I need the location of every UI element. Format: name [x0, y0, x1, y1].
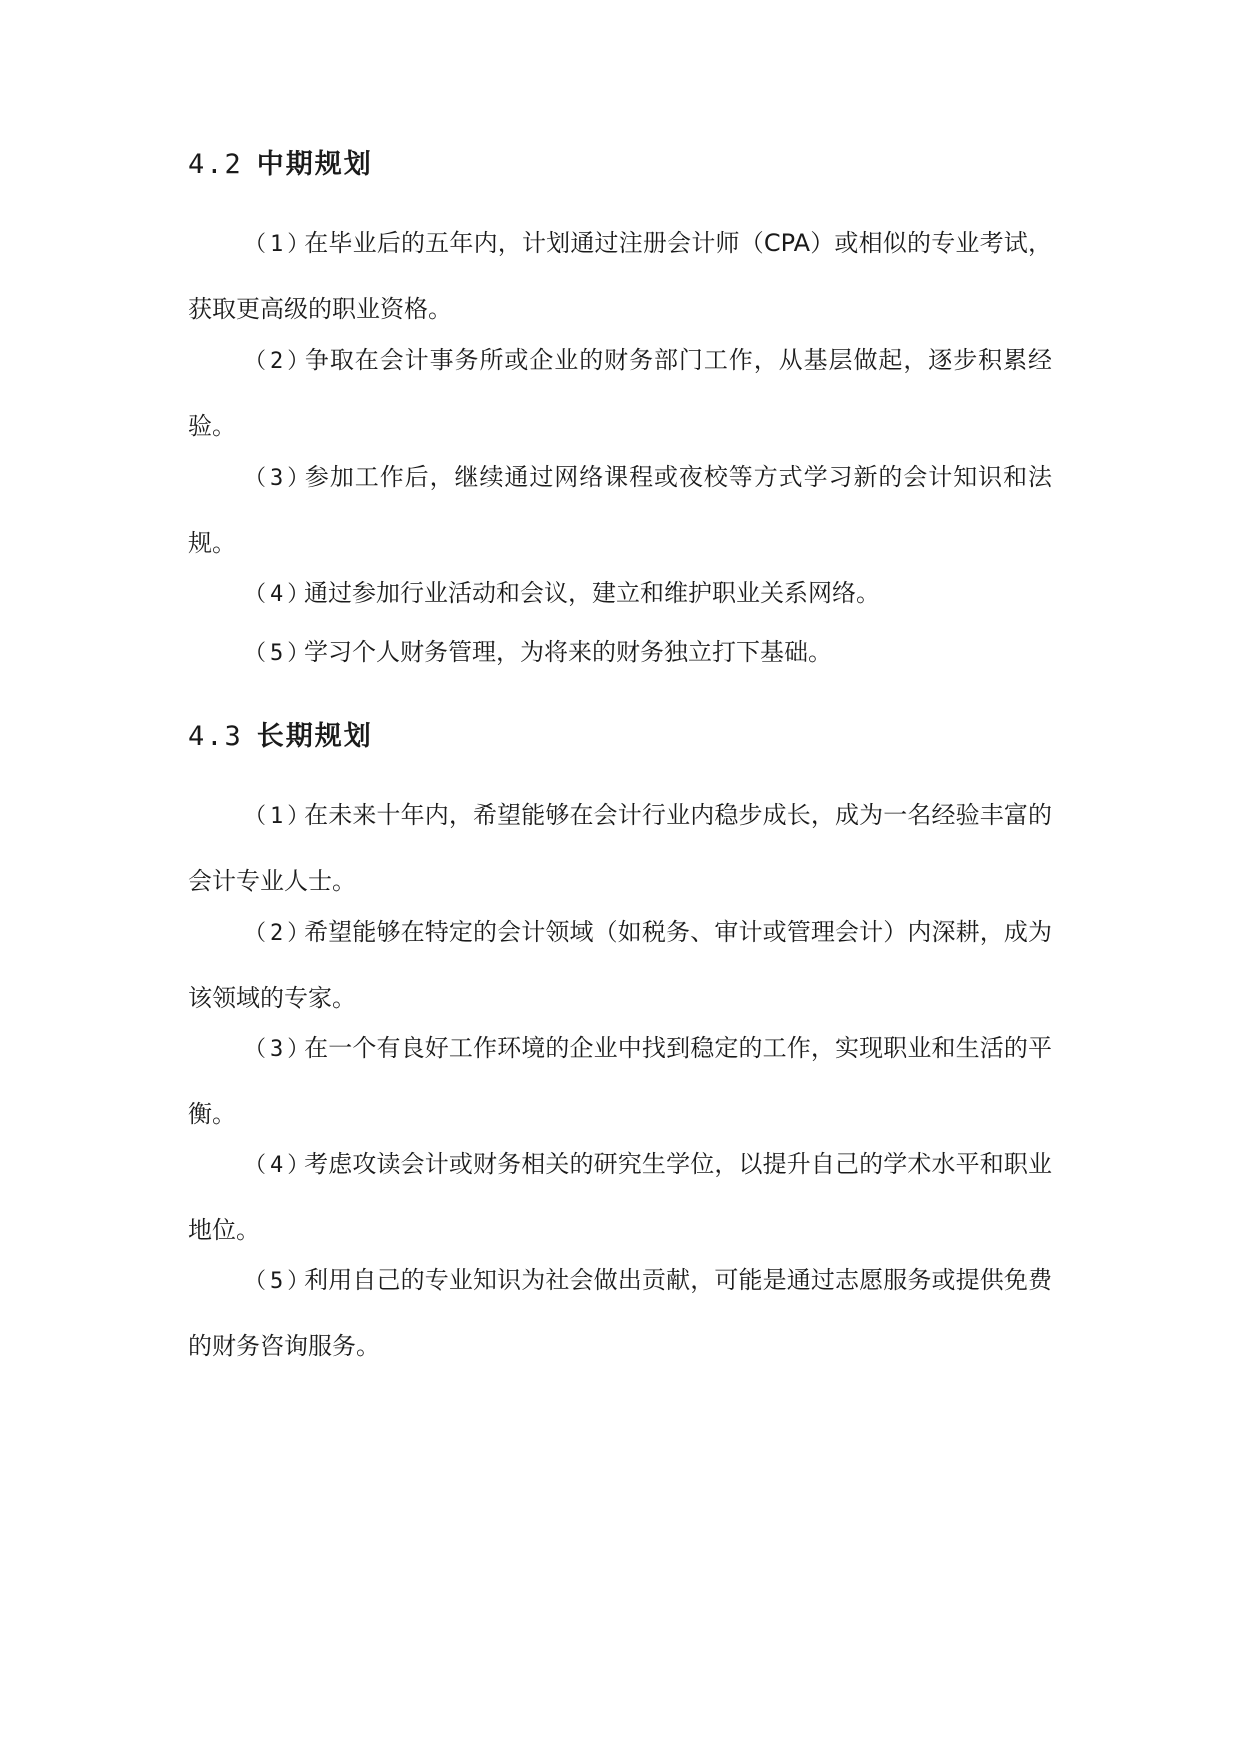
section-title: 长期规划	[256, 721, 373, 752]
paragraph-4-3-2	[188, 900, 1052, 1031]
item-marker: （2）	[244, 921, 314, 946]
paragraph-4-3-3	[188, 1016, 1052, 1147]
item-marker: （3）	[244, 1037, 314, 1062]
paragraph-4-3-5	[188, 1248, 1052, 1379]
item-text: 参加工作后，继续通过网络课程或夜校等方式学习新的会计知识和法规。	[188, 463, 1052, 557]
item-text: 在未来十年内，希望能够在会计行业内稳步成长，成为一名经验丰富的会计专业人士。	[188, 801, 1052, 895]
item-marker: （2）	[244, 349, 314, 374]
item-marker: （5）	[244, 1269, 314, 1294]
item-marker: （4）	[244, 1153, 314, 1178]
item-text: 在一个有良好工作环境的企业中找到稳定的工作，实现职业和生活的平衡。	[188, 1034, 1052, 1128]
item-marker: （3）	[244, 466, 314, 491]
paragraph-4-2-3	[188, 445, 1052, 576]
paragraph-4-2-2	[188, 328, 1052, 459]
item-marker: （4）	[244, 582, 314, 607]
item-text: 考虑攻读会计或财务相关的研究生学位，以提升自己的学术水平和职业地位。	[188, 1150, 1052, 1244]
item-marker: （1）	[244, 232, 314, 257]
section-number: 4.2	[188, 149, 243, 180]
section-title: 中期规划	[256, 149, 373, 180]
section-number: 4.3	[188, 721, 243, 752]
item-marker: （5）	[244, 641, 314, 666]
paragraph-4-2-5	[188, 620, 1052, 686]
paragraph-4-2-4	[188, 561, 1052, 627]
item-text: 在毕业后的五年内，计划通过注册会计师（CPA）或相似的专业考试，获取更高级的职业资格。	[188, 229, 1052, 323]
item-text: 争取在会计事务所或企业的财务部门工作，从基层做起，逐步积累经验。	[188, 346, 1052, 440]
item-marker: （1）	[244, 804, 314, 829]
section-heading-4-2	[188, 148, 373, 182]
paragraph-4-2-1	[188, 211, 1052, 342]
item-text: 学习个人财务管理，为将来的财务独立打下基础。	[304, 638, 832, 666]
item-text: 希望能够在特定的会计领域（如税务、审计或管理会计）内深耕，成为该领域的专家。	[188, 918, 1052, 1012]
item-text: 利用自己的专业知识为社会做出贡献，可能是通过志愿服务或提供免费的财务咨询服务。	[188, 1266, 1052, 1360]
item-text: 通过参加行业活动和会议，建立和维护职业关系网络。	[304, 579, 880, 607]
paragraph-4-3-1	[188, 783, 1052, 914]
paragraph-4-3-4	[188, 1132, 1052, 1263]
section-heading-4-3	[188, 720, 373, 754]
